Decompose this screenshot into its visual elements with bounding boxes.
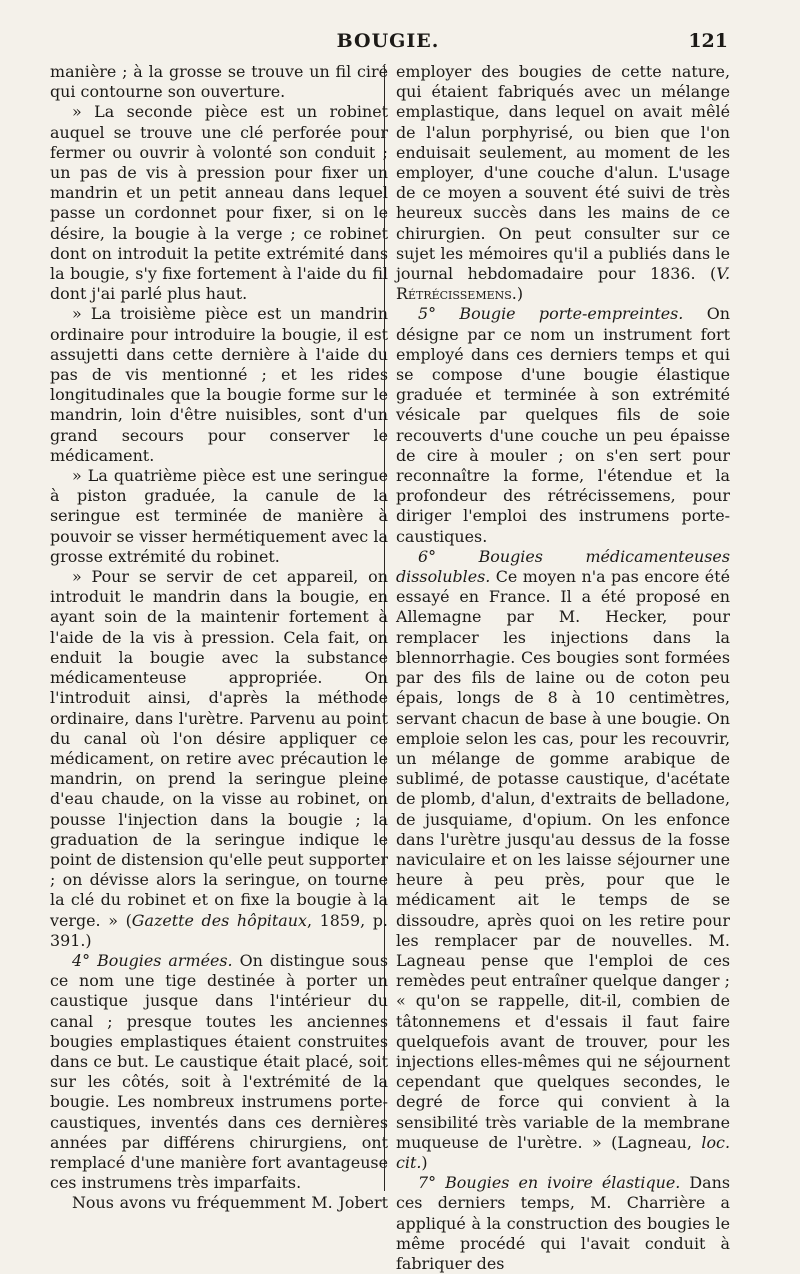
paragraph bbox=[396, 547, 730, 1173]
paragraph-text: Dans ces derniers temps, M. Charrière a appliqué à la construction des bougies le même procédé qui l'avait conduit à fabriquer des bbox=[396, 1173, 730, 1273]
paragraph bbox=[50, 567, 388, 951]
cross-reference-v: V. bbox=[716, 264, 730, 284]
page-title: BOUGIE. bbox=[336, 30, 440, 52]
section-heading: 4° Bougies armées. bbox=[72, 950, 233, 970]
section-heading: 5° Bougie porte-empreintes. bbox=[418, 304, 684, 324]
paragraph-text: Ce moyen n'a pas encore été essayé en France. Il a été proposé en Allemagne par M. Hecker, pour remplacer les injections dans la blennorrhagie. Ces bougies sont formées par des fils de laine ou de coton peu épais, longs de 8 à 10 centimètres, servant chacun de base à une bougie. On emploie selon les cas, pour les recouvrir, un mélange de gomme arabique de sublimé, de potasse caustique, d'acétate de plomb, d'alun, d'extraits de belladone, de jusquiame, d'opium. On les enfonce dans l'urètre jusqu'au dessus de la fosse naviculaire et on les laisse séjourner une heure à peu près, pour que le médicament ait le temps de se dissoudre, après quoi on les retire pour les remplacer par de nouvelles. M. Lagneau pense que l'emploi de ces remèdes peut entraîner quelque danger ; « qu'on se rappelle, dit-il, combien de tâtonnemens et d'essais il faut faire quelquefois avant de trouver, pour les injections elles-mêmes qui ne séjournent cependant que quelques secondes, le degré de force qui convient à la sensibilité très variable de la membrane muqueuse de l'urètre. » (Lagneau, bbox=[396, 567, 730, 1152]
paragraph bbox=[396, 304, 730, 546]
paragraph: Nous avons vu fréquemment M. Jobert bbox=[72, 1193, 388, 1213]
paragraph: manière ; à la grosse se trouve un fil ciré qui contourne son ouverture. bbox=[50, 62, 388, 102]
paragraph bbox=[50, 951, 388, 1193]
section-heading: 6° Bougies médicamenteuses dissolubles. bbox=[396, 546, 730, 587]
citation-open: ( bbox=[125, 910, 132, 930]
cross-reference-close: ) bbox=[516, 284, 524, 304]
paragraph: » La quatrième pièce est une seringue à piston graduée, la canule de la seringue est terminée de manière à pouvoir se visser hermétiquement avec la grosse extrémité du robinet. bbox=[50, 466, 388, 566]
paragraph-text: » Pour se servir de cet appareil, on introduit le mandrin dans la bougie, en ayant soin de la maintenir fortement à l'aide de la vis à pression. Cela fait, on enduit la bougie avec la substance médicamenteuse appropriée. On l'introduit ainsi, d'après la méthode ordinaire, dans l'urètre. Parvenu au point du canal où l'on désire appliquer ce médicament, on retire avec précaution le mandrin, on prend la seringue pleine d'eau chaude, on la visse au robinet, on pousse l'injection dans la bougie ; la graduation de la seringue indique le point de distension qu'elle peut supporter ; on dévisse alors la seringue, on tourne la clé du robinet et on fixe la bougie à la verge. » bbox=[50, 567, 388, 930]
paragraph-text: employer des bougies de cette nature, qui étaient fabriqués avec un mélange emplastique, dans lequel on avait mêlé de l'alun porphyrisé, ou bien que l'on enduisait seulement, au moment de les employer, d'une couche d'alun. L'usage de ce moyen a souvent été suivi de très heureux succès dans les mains de ce chirurgien. On peut consulter sur ce sujet les mémoires qu'il a publiés dans le journal hebdomadaire pour 1836. ( bbox=[396, 62, 730, 284]
paragraph-text: On désigne par ce nom un instrument fort employé dans ces derniers temps et qui se compose d'une bougie élastique graduée et terminée à son extrémité vésicale par quelques fils de soie recouverts d'une couche un peu épaisse de cire à mouler ; on s'en sert pour reconnaître la forme, l'étendue et la profondeur des rétrécissemens, pour diriger l'emploi des instrumens porte-caustiques. bbox=[396, 304, 730, 546]
paragraph bbox=[396, 62, 730, 304]
page-number: 121 bbox=[688, 30, 728, 52]
paragraph-text: On distingue sous ce nom une tige destinée à porter un caustique jusque dans l'intérieur du canal ; presque toutes les anciennes bougies emplastiques étaient construites dans ce but. Le caustique était placé, soit sur les côtés, soit à l'extrémité de la bougie. Les nombreux instrumens porte-caustiques, inventés dans ces dernières années par différens chirurgiens, ont remplacé d'une manière fort avantageuse ces instrumens très imparfaits. bbox=[50, 950, 388, 1193]
citation-loc-cit: loc. cit. bbox=[396, 1132, 730, 1172]
cross-reference-term: Rétrécissemens. bbox=[396, 284, 517, 304]
citation-detail: , 1859, p. 391.) bbox=[50, 910, 388, 950]
paragraph: » La troisième pièce est un mandrin ordinaire pour introduire la bougie, il est assujetti dans cette dernière à l'aide du pas de vis mentionné ; et les rides longitudinales que la bougie forme sur le mandrin, loin d'être nuisibles, sont d'un grand secours pour conserver le médicament. bbox=[50, 304, 388, 465]
left-column bbox=[50, 62, 388, 1214]
citation-close: ) bbox=[421, 1152, 428, 1172]
paragraph: » La seconde pièce est un robinet auquel se trouve une clé perforée pour fermer ou ouvrir à volonté son conduit ; un pas de vis à pression pour fixer un mandrin et un petit anneau dans lequel passe un cordonnet pour fixer, si on le désire, la bougie à la verge ; ce robinet dont on introduit la petite extrémité dans la bougie, s'y fixe fortement à l'aide du fil dont j'ai parlé plus haut. bbox=[50, 102, 388, 304]
paragraph bbox=[396, 1173, 730, 1274]
running-header bbox=[48, 30, 728, 56]
section-heading: 7° Bougies en ivoire élastique. bbox=[418, 1173, 681, 1193]
right-column bbox=[396, 62, 730, 1274]
citation-source: Gazette des hôpitaux bbox=[131, 910, 307, 930]
